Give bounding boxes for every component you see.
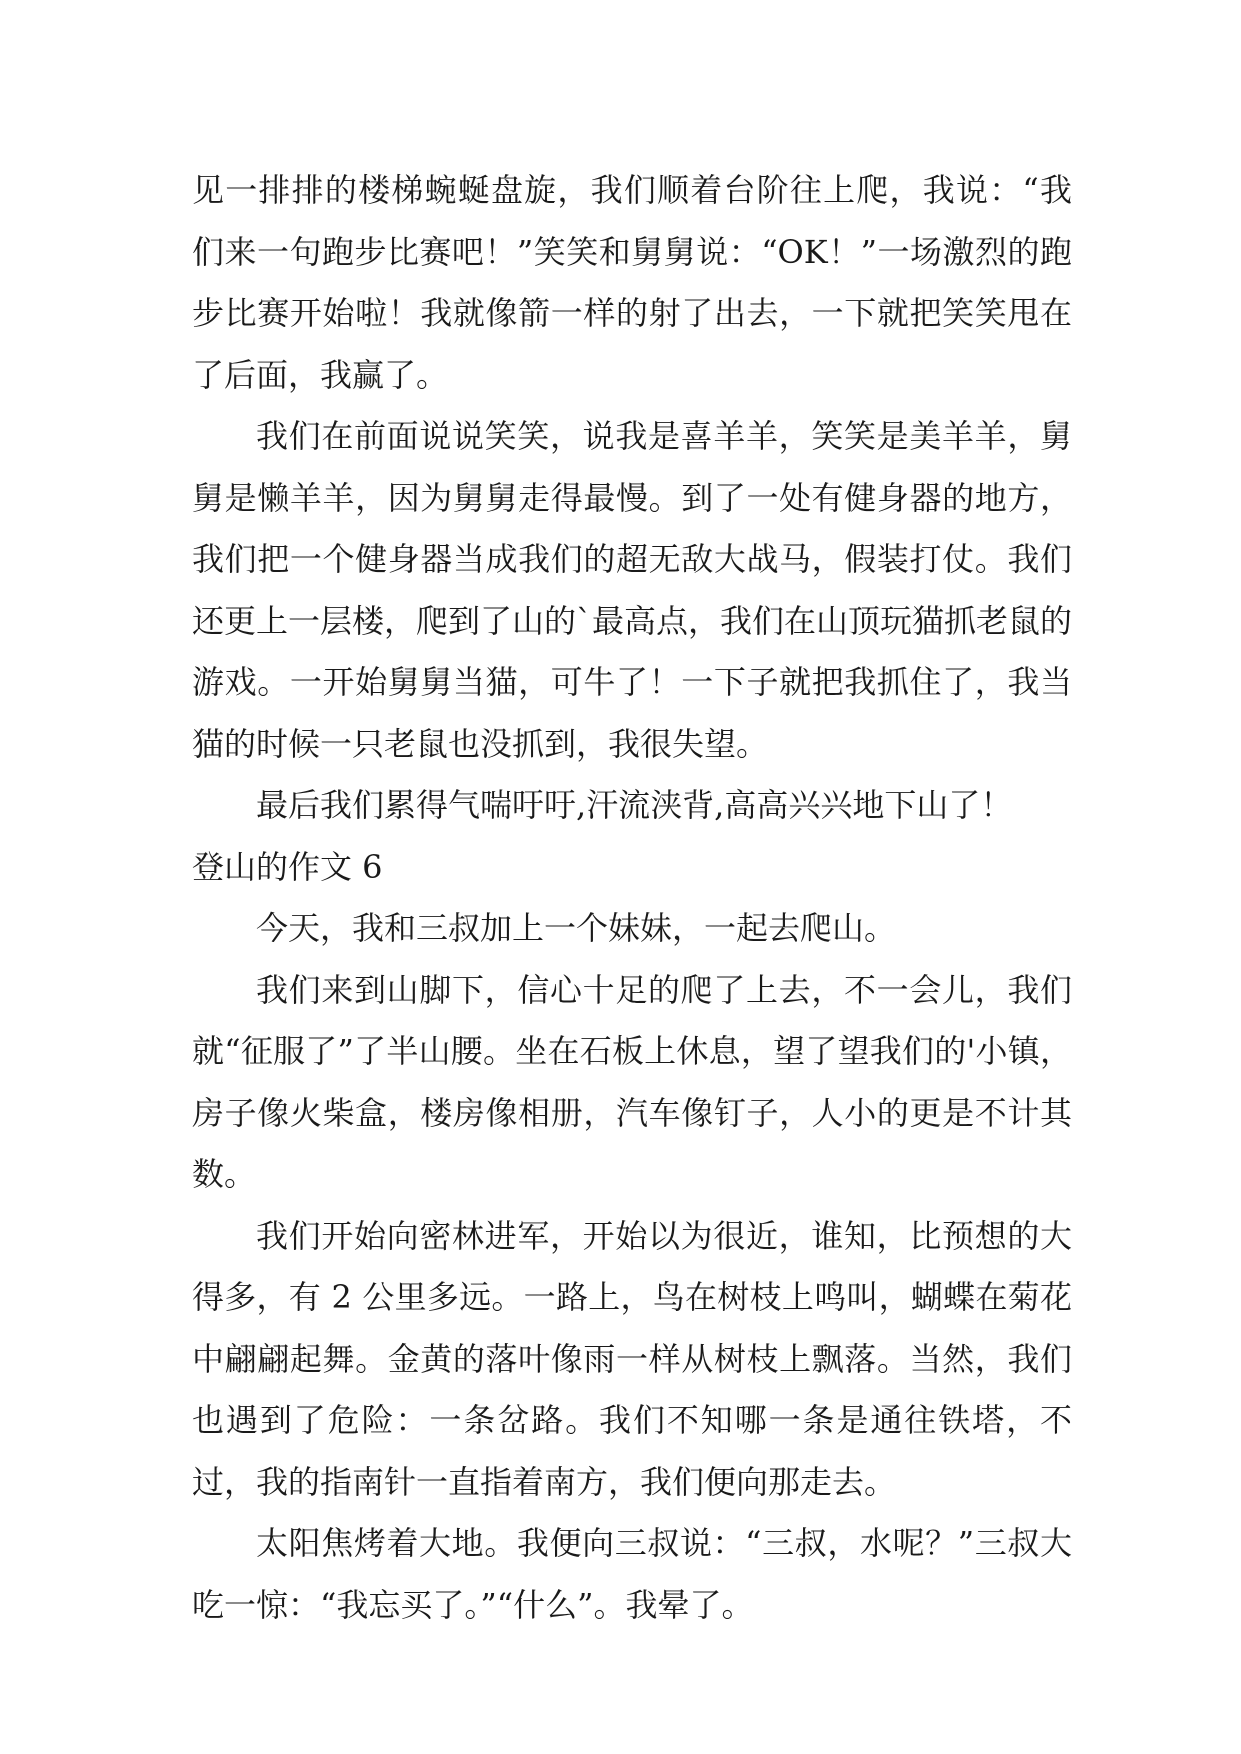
paragraph: 今天，我和三叔加上一个妹妹，一起去爬山。 [256,909,897,947]
paragraph: 太阳焦烤着大地。我便向三叔说：“三叔，水呢？”三叔大吃一惊：“我忘买了。”“什么”。我晕了。 [192,1524,1072,1624]
section-heading: 登山的作文 6 [192,847,383,886]
paragraph: 最后我们累得气喘吁吁,汗流浃背,高高兴兴地下山了！ [256,786,1013,824]
paragraph: 见一排排的楼梯蜿蜒盘旋，我们顺着台阶往上爬，我说：“我们来一句跑步比赛吧！”笑笑和舅舅说：“OK！”一场激烈的跑步比赛开始啦！我就像箭一样的射了出去，一下就把笑笑甩在了后面，我赢了。 [192,171,1072,394]
paragraph: 我们开始向密林进军，开始以为很近，谁知，比预想的大得多，有 2 公里多远。一路上，鸟在树枝上鸣叫，蝴蝶在菊花中翩翩起舞。金黄的落叶像雨一样从树枝上飘落。当然，我们也遇到了危险：一条岔路。我们不知哪一条是通往铁塔，不过，我的指南针一直指着南方，我们便向那走去。 [192,1216,1072,1501]
paragraph: 我们来到山脚下，信心十足的爬了上去，不一会儿，我们就“征服了”了半山腰。坐在石板上休息，望了望我们的'小镇，房子像火柴盒，楼房像相册，汽车像钉子，人小的更是不计其数。 [192,970,1072,1193]
paragraph: 我们在前面说说笑笑，说我是喜羊羊，笑笑是美羊羊，舅舅是懒羊羊，因为舅舅走得最慢。到了一处有健身器的地方，我们把一个健身器当成我们的超无敌大战马，假装打仗。我们还更上一层楼，爬到了山的`最高点，我们在山顶玩猫抓老鼠的游戏。一开始舅舅当猫，可牛了！一下子就把我抓住了，我当猫的时候一只老鼠也没抓到，我很失望。 [192,417,1073,763]
document-body [192,160,1072,1636]
